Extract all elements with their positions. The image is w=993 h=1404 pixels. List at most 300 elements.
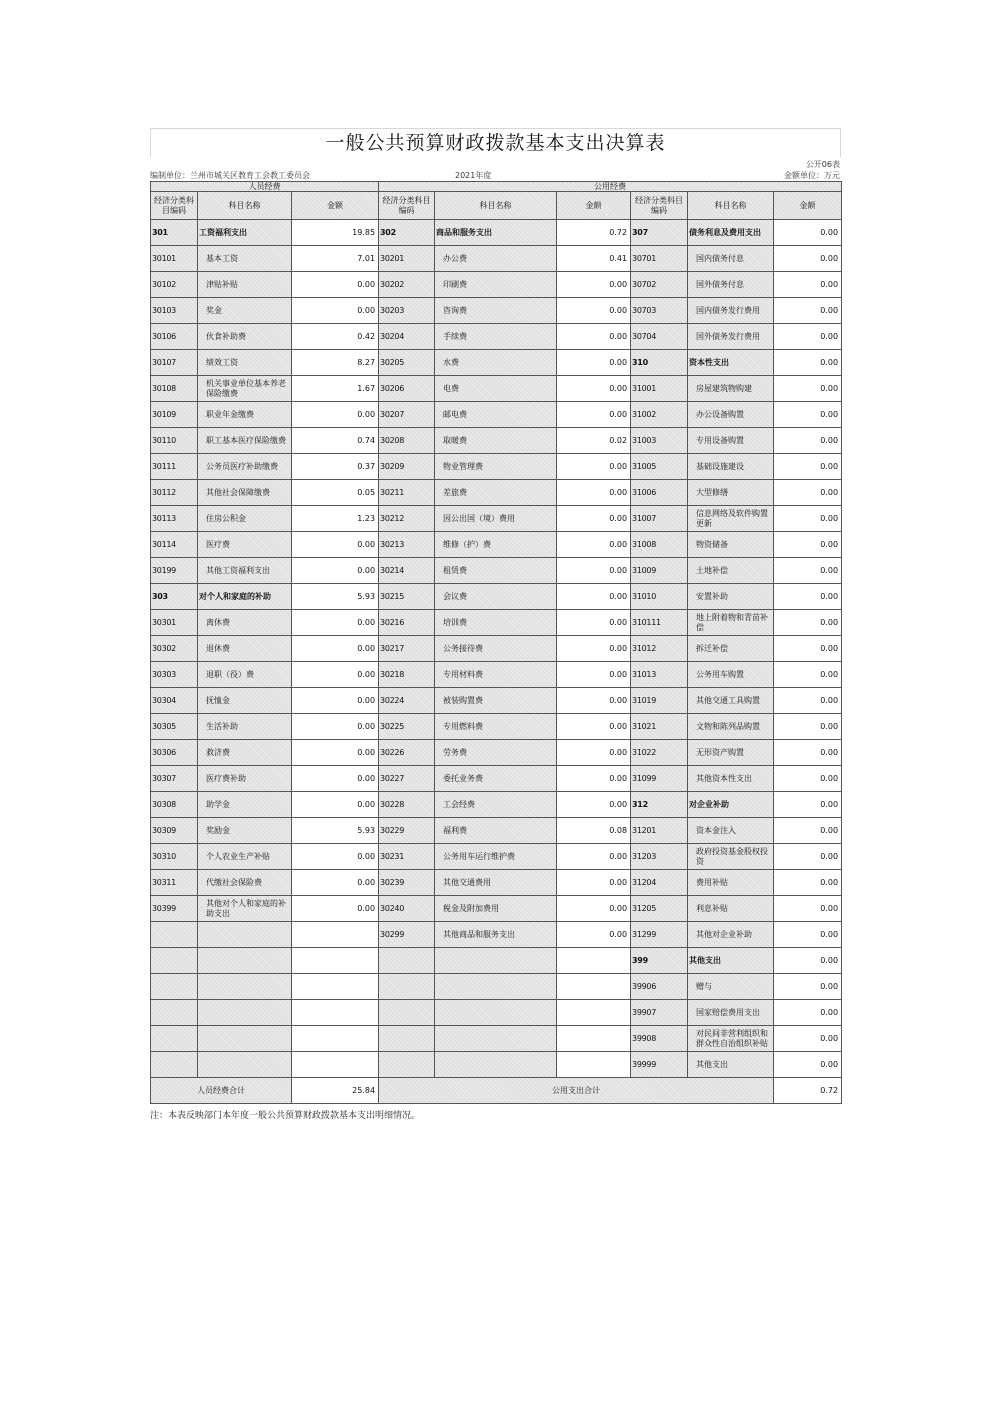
footnote: 注：本表反映部门本年度一般公共预算财政拨款基本支出明细情况。 bbox=[150, 1111, 421, 1121]
cell-name: 职业年金缴费 bbox=[198, 402, 292, 428]
cell-code: 30106 bbox=[151, 324, 198, 350]
cell-amount: 0.08 bbox=[557, 818, 631, 844]
cell-amount: 0.00 bbox=[774, 298, 842, 324]
cell-code: 30107 bbox=[151, 350, 198, 376]
table-row bbox=[151, 220, 842, 246]
cell-code: 310 bbox=[631, 350, 688, 376]
cell-name: 被装购置费 bbox=[435, 688, 557, 714]
cell-name: 培训费 bbox=[435, 610, 557, 636]
cell-name: 国外债务发行费用 bbox=[688, 324, 774, 350]
cell-amount: 5.93 bbox=[292, 818, 379, 844]
cell-code: 301 bbox=[151, 220, 198, 246]
cell-name: 其他支出 bbox=[688, 1052, 774, 1078]
group-header-personnel: 人员经费 bbox=[151, 182, 379, 192]
cell-empty bbox=[557, 948, 631, 974]
cell-empty bbox=[151, 1026, 198, 1052]
cell-code: 31021 bbox=[631, 714, 688, 740]
cell-code: 31005 bbox=[631, 454, 688, 480]
table-row bbox=[151, 350, 842, 376]
table-row bbox=[151, 506, 842, 532]
cell-name: 取暖费 bbox=[435, 428, 557, 454]
cell-code: 31010 bbox=[631, 584, 688, 610]
cell-name: 土地补偿 bbox=[688, 558, 774, 584]
table-row bbox=[151, 844, 842, 870]
cell-amount: 0.00 bbox=[557, 636, 631, 662]
cell-name: 住房公积金 bbox=[198, 506, 292, 532]
amount-unit: 金额单位：万元 bbox=[784, 171, 840, 180]
cell-amount: 0.00 bbox=[292, 636, 379, 662]
table-row bbox=[151, 480, 842, 506]
cell-code: 31203 bbox=[631, 844, 688, 870]
cell-name: 办公费 bbox=[435, 246, 557, 272]
cell-code: 31006 bbox=[631, 480, 688, 506]
cell-amount: 0.00 bbox=[557, 584, 631, 610]
cell-empty bbox=[435, 1052, 557, 1078]
table-row bbox=[151, 870, 842, 896]
cell-amount: 0.00 bbox=[774, 350, 842, 376]
cell-code: 31008 bbox=[631, 532, 688, 558]
cell-empty bbox=[379, 974, 435, 1000]
cell-name: 其他支出 bbox=[688, 948, 774, 974]
cell-name: 电费 bbox=[435, 376, 557, 402]
cell-name: 津贴补贴 bbox=[198, 272, 292, 298]
cell-code: 30211 bbox=[379, 480, 435, 506]
column-header-amount: 金额 bbox=[557, 192, 631, 220]
cell-amount: 0.00 bbox=[292, 688, 379, 714]
cell-name: 拆迁补偿 bbox=[688, 636, 774, 662]
cell-code: 30231 bbox=[379, 844, 435, 870]
cell-name: 助学金 bbox=[198, 792, 292, 818]
cell-code: 30202 bbox=[379, 272, 435, 298]
cell-name: 其他资本性支出 bbox=[688, 766, 774, 792]
cell-code: 30101 bbox=[151, 246, 198, 272]
cell-code: 31007 bbox=[631, 506, 688, 532]
table-row bbox=[151, 662, 842, 688]
cell-code: 30205 bbox=[379, 350, 435, 376]
cell-code: 30304 bbox=[151, 688, 198, 714]
cell-code: 30212 bbox=[379, 506, 435, 532]
cell-name: 信息网络及软件购置更新 bbox=[688, 506, 774, 532]
cell-amount: 0.00 bbox=[292, 402, 379, 428]
cell-name: 赠与 bbox=[688, 974, 774, 1000]
totals-row bbox=[151, 1078, 842, 1104]
cell-amount: 0.00 bbox=[557, 532, 631, 558]
cell-name: 国外债务付息 bbox=[688, 272, 774, 298]
cell-code: 30108 bbox=[151, 376, 198, 402]
cell-amount: 0.00 bbox=[774, 714, 842, 740]
cell-name: 债务利息及费用支出 bbox=[688, 220, 774, 246]
cell-code: 30201 bbox=[379, 246, 435, 272]
cell-code: 30204 bbox=[379, 324, 435, 350]
cell-name: 对企业补助 bbox=[688, 792, 774, 818]
cell-code: 30203 bbox=[379, 298, 435, 324]
cell-name: 房屋建筑物购建 bbox=[688, 376, 774, 402]
cell-empty bbox=[198, 974, 292, 1000]
cell-name: 租赁费 bbox=[435, 558, 557, 584]
cell-code: 31099 bbox=[631, 766, 688, 792]
cell-name: 邮电费 bbox=[435, 402, 557, 428]
cell-empty bbox=[435, 974, 557, 1000]
cell-name: 其他交通工具购置 bbox=[688, 688, 774, 714]
cell-name: 公务员医疗补助缴费 bbox=[198, 454, 292, 480]
column-header-code: 经济分类科目编码 bbox=[151, 192, 198, 220]
table-row bbox=[151, 1000, 842, 1026]
cell-name: 国内债务付息 bbox=[688, 246, 774, 272]
cell-name: 专用材料费 bbox=[435, 662, 557, 688]
cell-code: 30110 bbox=[151, 428, 198, 454]
cell-code: 30112 bbox=[151, 480, 198, 506]
table-row bbox=[151, 428, 842, 454]
cell-name: 公务用车运行维护费 bbox=[435, 844, 557, 870]
table-row bbox=[151, 558, 842, 584]
cell-code: 39999 bbox=[631, 1052, 688, 1078]
cell-empty bbox=[557, 974, 631, 1000]
cell-empty bbox=[379, 1052, 435, 1078]
cell-amount: 0.00 bbox=[557, 610, 631, 636]
table-row bbox=[151, 948, 842, 974]
cell-code: 31001 bbox=[631, 376, 688, 402]
cell-empty bbox=[151, 1000, 198, 1026]
cell-name: 医疗费 bbox=[198, 532, 292, 558]
column-header-amount: 金额 bbox=[774, 192, 842, 220]
cell-amount: 0.37 bbox=[292, 454, 379, 480]
cell-code: 30310 bbox=[151, 844, 198, 870]
table-row bbox=[151, 636, 842, 662]
cell-amount: 0.00 bbox=[557, 896, 631, 922]
cell-name: 退职（役）费 bbox=[198, 662, 292, 688]
cell-amount: 0.00 bbox=[774, 662, 842, 688]
cell-amount: 0.00 bbox=[557, 870, 631, 896]
cell-code: 30309 bbox=[151, 818, 198, 844]
cell-amount: 0.00 bbox=[292, 298, 379, 324]
cell-amount: 0.00 bbox=[557, 766, 631, 792]
cell-amount: 0.00 bbox=[292, 272, 379, 298]
cell-amount: 0.00 bbox=[292, 662, 379, 688]
cell-empty bbox=[557, 1052, 631, 1078]
cell-code: 30102 bbox=[151, 272, 198, 298]
public-total-amount: 0.72 bbox=[774, 1078, 842, 1104]
cell-code: 303 bbox=[151, 584, 198, 610]
cell-name: 专用设备购置 bbox=[688, 428, 774, 454]
cell-amount: 0.00 bbox=[774, 428, 842, 454]
table-row bbox=[151, 376, 842, 402]
cell-name: 福利费 bbox=[435, 818, 557, 844]
cell-name: 救济费 bbox=[198, 740, 292, 766]
cell-code: 30226 bbox=[379, 740, 435, 766]
cell-code: 30306 bbox=[151, 740, 198, 766]
cell-amount: 0.74 bbox=[292, 428, 379, 454]
cell-name: 对民间非营利组织和群众性自治组织补贴 bbox=[688, 1026, 774, 1052]
cell-name: 基本工资 bbox=[198, 246, 292, 272]
table-row bbox=[151, 584, 842, 610]
cell-amount: 0.00 bbox=[557, 662, 631, 688]
cell-amount: 0.00 bbox=[774, 688, 842, 714]
personnel-total-label: 人员经费合计 bbox=[151, 1078, 292, 1104]
cell-code: 31012 bbox=[631, 636, 688, 662]
compiling-unit-name: 兰州市城关区教育工会教工委员会 bbox=[190, 171, 310, 180]
table-row bbox=[151, 818, 842, 844]
cell-code: 30208 bbox=[379, 428, 435, 454]
cell-name: 资本金注入 bbox=[688, 818, 774, 844]
cell-amount: 0.00 bbox=[557, 350, 631, 376]
cell-amount: 0.00 bbox=[774, 1026, 842, 1052]
cell-name: 国家赔偿费用支出 bbox=[688, 1000, 774, 1026]
cell-code: 30225 bbox=[379, 714, 435, 740]
cell-amount: 0.00 bbox=[774, 1052, 842, 1078]
cell-amount: 0.00 bbox=[774, 896, 842, 922]
cell-name: 文物和陈列品购置 bbox=[688, 714, 774, 740]
cell-amount: 0.00 bbox=[774, 948, 842, 974]
cell-name: 税金及附加费用 bbox=[435, 896, 557, 922]
cell-amount: 0.00 bbox=[774, 610, 842, 636]
cell-amount: 0.41 bbox=[557, 246, 631, 272]
cell-code: 30239 bbox=[379, 870, 435, 896]
cell-name: 其他交通费用 bbox=[435, 870, 557, 896]
cell-code: 30704 bbox=[631, 324, 688, 350]
cell-empty bbox=[292, 922, 379, 948]
cell-empty bbox=[292, 948, 379, 974]
cell-code: 39906 bbox=[631, 974, 688, 1000]
cell-empty bbox=[198, 1052, 292, 1078]
cell-empty bbox=[292, 1000, 379, 1026]
table-row bbox=[151, 766, 842, 792]
cell-code: 30109 bbox=[151, 402, 198, 428]
table-row bbox=[151, 1026, 842, 1052]
cell-amount: 0.00 bbox=[557, 844, 631, 870]
table-row bbox=[151, 298, 842, 324]
table-row bbox=[151, 974, 842, 1000]
cell-name: 其他对个人和家庭的补助支出 bbox=[198, 896, 292, 922]
cell-name: 手续费 bbox=[435, 324, 557, 350]
cell-name: 办公设备购置 bbox=[688, 402, 774, 428]
cell-name: 其他商品和服务支出 bbox=[435, 922, 557, 948]
table-row bbox=[151, 714, 842, 740]
cell-name: 对个人和家庭的补助 bbox=[198, 584, 292, 610]
cell-amount: 0.00 bbox=[774, 1000, 842, 1026]
cell-amount: 0.00 bbox=[557, 792, 631, 818]
cell-amount: 0.00 bbox=[774, 922, 842, 948]
cell-amount: 0.00 bbox=[774, 636, 842, 662]
cell-code: 30229 bbox=[379, 818, 435, 844]
cell-amount: 0.00 bbox=[292, 896, 379, 922]
cell-amount: 0.00 bbox=[292, 870, 379, 896]
cell-name: 生活补助 bbox=[198, 714, 292, 740]
cell-code: 39908 bbox=[631, 1026, 688, 1052]
cell-amount: 0.00 bbox=[774, 272, 842, 298]
cell-code: 30299 bbox=[379, 922, 435, 948]
cell-empty bbox=[198, 1026, 292, 1052]
cell-amount: 0.00 bbox=[557, 272, 631, 298]
cell-name: 委托业务费 bbox=[435, 766, 557, 792]
cell-name: 差旅费 bbox=[435, 480, 557, 506]
cell-amount: 0.00 bbox=[557, 506, 631, 532]
column-header-code: 经济分类科目编码 bbox=[379, 192, 435, 220]
cell-amount: 0.00 bbox=[774, 246, 842, 272]
cell-amount: 0.00 bbox=[557, 922, 631, 948]
cell-amount: 0.00 bbox=[774, 584, 842, 610]
cell-empty bbox=[435, 1026, 557, 1052]
table-row bbox=[151, 610, 842, 636]
cell-amount: 0.00 bbox=[774, 974, 842, 1000]
cell-amount: 0.00 bbox=[774, 506, 842, 532]
table-row bbox=[151, 324, 842, 350]
cell-name: 因公出国（境）费用 bbox=[435, 506, 557, 532]
cell-code: 31019 bbox=[631, 688, 688, 714]
cell-code: 312 bbox=[631, 792, 688, 818]
cell-amount: 0.00 bbox=[774, 532, 842, 558]
cell-code: 30218 bbox=[379, 662, 435, 688]
cell-code: 399 bbox=[631, 948, 688, 974]
cell-code: 31022 bbox=[631, 740, 688, 766]
cell-code: 30215 bbox=[379, 584, 435, 610]
table-row bbox=[151, 740, 842, 766]
cell-amount: 1.23 bbox=[292, 506, 379, 532]
cell-name: 工资福利支出 bbox=[198, 220, 292, 246]
cell-code: 30114 bbox=[151, 532, 198, 558]
cell-name: 抚恤金 bbox=[198, 688, 292, 714]
cell-code: 30214 bbox=[379, 558, 435, 584]
cell-amount: 0.00 bbox=[774, 480, 842, 506]
column-header-name: 科目名称 bbox=[198, 192, 292, 220]
cell-code: 31003 bbox=[631, 428, 688, 454]
cell-code: 307 bbox=[631, 220, 688, 246]
cell-amount: 19.85 bbox=[292, 220, 379, 246]
cell-amount: 0.00 bbox=[774, 402, 842, 428]
report-sheet bbox=[150, 128, 841, 1121]
table-row bbox=[151, 454, 842, 480]
cell-name: 公务用车购置 bbox=[688, 662, 774, 688]
cell-code: 30303 bbox=[151, 662, 198, 688]
cell-code: 30703 bbox=[631, 298, 688, 324]
cell-empty bbox=[557, 1026, 631, 1052]
cell-code: 30103 bbox=[151, 298, 198, 324]
cell-code: 30217 bbox=[379, 636, 435, 662]
cell-amount: 0.00 bbox=[557, 376, 631, 402]
cell-amount: 0.00 bbox=[557, 298, 631, 324]
compiling-unit-prefix: 编制单位： bbox=[150, 171, 190, 180]
cell-name: 奖金 bbox=[198, 298, 292, 324]
cell-code: 30216 bbox=[379, 610, 435, 636]
cell-code: 31002 bbox=[631, 402, 688, 428]
cell-name: 利息补贴 bbox=[688, 896, 774, 922]
cell-code: 30301 bbox=[151, 610, 198, 636]
cell-code: 30701 bbox=[631, 246, 688, 272]
cell-name: 商品和服务支出 bbox=[435, 220, 557, 246]
cell-name: 无形资产购置 bbox=[688, 740, 774, 766]
cell-amount: 0.00 bbox=[292, 610, 379, 636]
cell-name: 印刷费 bbox=[435, 272, 557, 298]
cell-amount: 0.00 bbox=[292, 532, 379, 558]
cell-empty bbox=[379, 948, 435, 974]
table-row bbox=[151, 792, 842, 818]
cell-amount: 0.00 bbox=[774, 740, 842, 766]
cell-code: 302 bbox=[379, 220, 435, 246]
cell-name: 绩效工资 bbox=[198, 350, 292, 376]
cell-name: 物业管理费 bbox=[435, 454, 557, 480]
cell-name: 费用补贴 bbox=[688, 870, 774, 896]
cell-amount: 0.00 bbox=[774, 844, 842, 870]
cell-code: 30311 bbox=[151, 870, 198, 896]
column-header-row bbox=[151, 192, 842, 220]
cell-name: 地上附着物和青苗补偿 bbox=[688, 610, 774, 636]
cell-code: 30227 bbox=[379, 766, 435, 792]
cell-amount: 1.67 bbox=[292, 376, 379, 402]
cell-empty bbox=[435, 948, 557, 974]
cell-name: 代缴社会保险费 bbox=[198, 870, 292, 896]
cell-name: 会议费 bbox=[435, 584, 557, 610]
cell-code: 30305 bbox=[151, 714, 198, 740]
cell-code: 30199 bbox=[151, 558, 198, 584]
cell-amount: 0.00 bbox=[774, 792, 842, 818]
cell-code: 31201 bbox=[631, 818, 688, 844]
table-row bbox=[151, 272, 842, 298]
cell-name: 劳务费 bbox=[435, 740, 557, 766]
cell-name: 专用燃料费 bbox=[435, 714, 557, 740]
cell-code: 31205 bbox=[631, 896, 688, 922]
cell-code: 30209 bbox=[379, 454, 435, 480]
group-header-row bbox=[151, 182, 842, 192]
cell-name: 大型修缮 bbox=[688, 480, 774, 506]
cell-code: 30207 bbox=[379, 402, 435, 428]
column-header-code: 经济分类科目编码 bbox=[631, 192, 688, 220]
personnel-total-amount: 25.84 bbox=[292, 1078, 379, 1104]
cell-name: 奖励金 bbox=[198, 818, 292, 844]
group-header-public: 公用经费 bbox=[379, 182, 842, 192]
cell-code: 310111 bbox=[631, 610, 688, 636]
table-row bbox=[151, 688, 842, 714]
cell-name: 水费 bbox=[435, 350, 557, 376]
cell-code: 30399 bbox=[151, 896, 198, 922]
cell-name: 国内债务发行费用 bbox=[688, 298, 774, 324]
cell-name: 维修（护）费 bbox=[435, 532, 557, 558]
cell-code: 30702 bbox=[631, 272, 688, 298]
cell-amount: 0.00 bbox=[774, 558, 842, 584]
cell-name: 工会经费 bbox=[435, 792, 557, 818]
cell-name: 安置补助 bbox=[688, 584, 774, 610]
cell-empty bbox=[198, 948, 292, 974]
cell-code: 30213 bbox=[379, 532, 435, 558]
cell-code: 30206 bbox=[379, 376, 435, 402]
cell-name: 资本性支出 bbox=[688, 350, 774, 376]
cell-empty bbox=[198, 1000, 292, 1026]
cell-amount: 0.72 bbox=[557, 220, 631, 246]
compiling-unit bbox=[150, 170, 310, 181]
table-row bbox=[151, 1052, 842, 1078]
public-total-label: 公用支出合计 bbox=[379, 1078, 774, 1104]
cell-code: 31204 bbox=[631, 870, 688, 896]
cell-amount: 0.00 bbox=[774, 870, 842, 896]
cell-code: 30228 bbox=[379, 792, 435, 818]
report-meta bbox=[150, 157, 841, 181]
table-row bbox=[151, 246, 842, 272]
cell-amount: 7.01 bbox=[292, 246, 379, 272]
cell-empty bbox=[379, 1000, 435, 1026]
cell-name: 其他工资福利支出 bbox=[198, 558, 292, 584]
cell-code: 30111 bbox=[151, 454, 198, 480]
cell-amount: 8.27 bbox=[292, 350, 379, 376]
cell-code: 30224 bbox=[379, 688, 435, 714]
cell-code: 30240 bbox=[379, 896, 435, 922]
cell-name: 公务接待费 bbox=[435, 636, 557, 662]
column-header-name: 科目名称 bbox=[435, 192, 557, 220]
cell-name: 其他对企业补助 bbox=[688, 922, 774, 948]
cell-amount: 0.00 bbox=[774, 220, 842, 246]
cell-amount: 0.00 bbox=[557, 558, 631, 584]
cell-name: 医疗费补助 bbox=[198, 766, 292, 792]
cell-amount: 0.42 bbox=[292, 324, 379, 350]
cell-empty bbox=[435, 1000, 557, 1026]
cell-amount: 0.00 bbox=[557, 480, 631, 506]
